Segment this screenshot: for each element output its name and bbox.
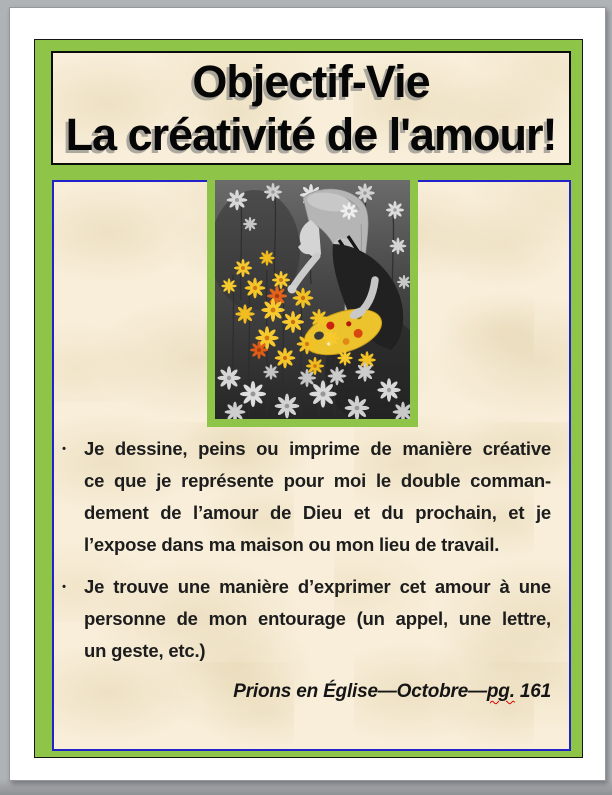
bullet-line: un geste, etc.) [84, 640, 206, 661]
document-page [9, 7, 606, 781]
citation-page-number: 161 [514, 681, 551, 702]
bullet-line: Je trouve une manière d’exprimer cet amour à une [84, 576, 551, 597]
bullet-item-1 [62, 433, 551, 561]
citation-text: Prions en Église—Octobre— [233, 681, 487, 702]
girl-picking-flowers-photo [215, 180, 410, 419]
bullet-line: dement de l’amour de Dieu et du prochain, et je [84, 502, 551, 523]
green-frame [34, 39, 583, 758]
photo-frame [207, 172, 418, 427]
citation [84, 677, 551, 707]
bullet-marker: • [62, 581, 66, 593]
bullet-item-2 [62, 571, 551, 667]
title-box [51, 51, 571, 165]
bullet-line: personne de mon entourage (un appel, une lettre, [84, 608, 551, 629]
bullet-line: ce que je représente pour moi le double comman- [84, 470, 551, 491]
bullet-line: Je dessine, peins ou imprime de manière créative [84, 438, 551, 459]
bullet-marker: • [62, 443, 66, 455]
title-line-1: Objectif-Vie [192, 56, 430, 107]
bullet-line: l’expose dans ma maison ou mon lieu de travail. [84, 534, 500, 555]
body-text [62, 433, 551, 707]
title-line-2: La créativité de l'amour! [65, 109, 557, 160]
citation-flagged-word: pg. [486, 681, 515, 702]
